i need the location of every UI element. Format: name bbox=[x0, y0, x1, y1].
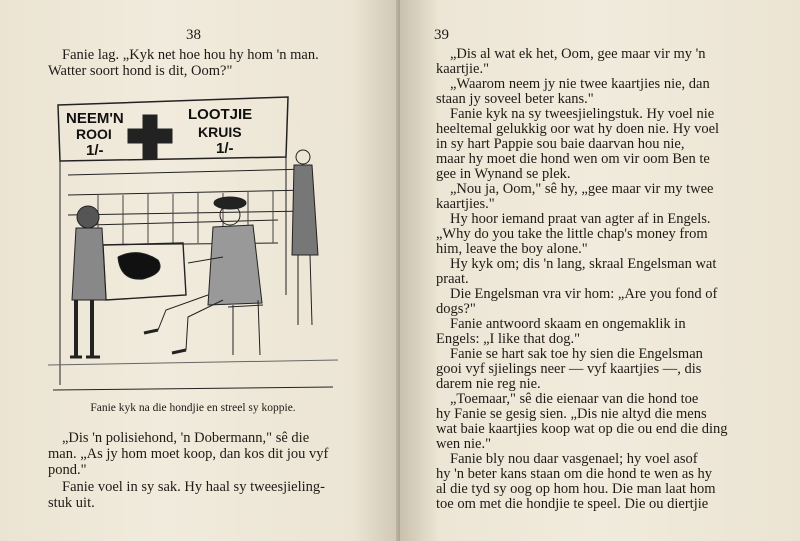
text-line: „Dis 'n polisiehond, 'n Dobermann," sê die bbox=[62, 430, 310, 446]
right-text bbox=[436, 47, 776, 512]
text-line: Hy kyk om; dis 'n lang, skraal Engelsman wat bbox=[450, 256, 717, 272]
text-line: al die tyd sy oog op hom hou. Die man laat hom bbox=[436, 481, 716, 497]
banner-text: 1/- bbox=[86, 142, 104, 159]
text-line: „Nou ja, Oom," sê hy, „gee maar vir my twee bbox=[450, 181, 714, 197]
banner-text: KRUIS bbox=[198, 124, 242, 140]
text-line: dogs?" bbox=[436, 301, 476, 317]
left-bottom-text bbox=[48, 430, 348, 511]
text-line: Die Engelsman vra vir hom: „Are you fond of bbox=[450, 286, 718, 302]
text-line: man. „As jy hom moet koop, dan kos dit jou vyf bbox=[48, 446, 329, 463]
boy-figure bbox=[77, 206, 99, 228]
text-line: kaartjies." bbox=[436, 196, 495, 212]
text-line: Engels: „I like that dog." bbox=[436, 331, 581, 347]
text-line: heeltemal gelukkig oor wat hy doen nie. Hy voel bbox=[436, 121, 720, 137]
text-line: gooi vyf sjielings neer — vyf kaartjies —, dis bbox=[436, 361, 702, 377]
banner-text: LOOTJIE bbox=[188, 106, 253, 123]
left-top-text bbox=[48, 47, 348, 79]
text-line: Fanie lag. „Kyk net hoe hou hy hom 'n man. bbox=[62, 47, 319, 63]
illustration bbox=[48, 95, 338, 395]
text-line: him, leave the boy alone." bbox=[436, 241, 588, 257]
text-line: darem nie reg nie. bbox=[436, 376, 541, 392]
text-line: Fanie antwoord skaam en ongemaklik in bbox=[450, 316, 686, 332]
text-line: Fanie bly nou daar vasgenael; hy voel asof bbox=[450, 451, 698, 467]
text-line: wat baie kaartjies koop wat op die ou end die ding bbox=[436, 421, 728, 437]
text-line: kaartjie." bbox=[436, 61, 490, 77]
text-line: pond." bbox=[48, 462, 87, 479]
banner-text: NEEM'N bbox=[66, 110, 124, 127]
text-line: gee in Wynand se plek. bbox=[436, 166, 571, 182]
text-line: „Why do you take the little chap's money from bbox=[436, 226, 708, 242]
bystander-figure bbox=[296, 150, 310, 164]
text-line: wen nie." bbox=[436, 436, 492, 452]
text-line: „Waarom neem jy nie twee kaartjies nie, dan bbox=[450, 76, 710, 92]
text-line: Hy hoor iemand praat van agter af in Engels. bbox=[450, 211, 711, 227]
text-line: Fanie voel in sy sak. Hy haal sy tweesjieling- bbox=[62, 478, 325, 495]
text-line: staan jy soveel beter kans." bbox=[436, 91, 594, 107]
dog-figure bbox=[118, 253, 160, 280]
page-number-left: 38 bbox=[186, 27, 201, 43]
man-figure bbox=[214, 197, 246, 209]
banner-text: 1/- bbox=[216, 140, 234, 157]
illustration-caption: Fanie kyk na die hondjie en streel sy koppie. bbox=[90, 402, 296, 414]
text-line: in sy hart Pappie sou baie daarvan hou nie, bbox=[436, 136, 685, 152]
text-line: praat. bbox=[436, 271, 469, 287]
text-line: stuk uit. bbox=[48, 494, 95, 511]
text-line: hy Fanie se gesig sien. „Dis nie altyd die mens bbox=[436, 406, 707, 422]
page-number-right: 39 bbox=[434, 27, 449, 43]
right-page bbox=[400, 0, 800, 541]
banner-text: ROOI bbox=[76, 126, 112, 142]
text-line: „Toemaar," sê die eienaar van die hond toe bbox=[450, 391, 699, 407]
text-line: Fanie kyk na sy tweesjielingstuk. Hy voel nie bbox=[450, 106, 715, 122]
text-line: hy 'n beter kans staan om die hond te wen as hy bbox=[436, 466, 713, 482]
text-line: Watter soort hond is dit, Oom?" bbox=[48, 63, 233, 80]
text-line: maar hy moet die hond wen om vir oom Ben te bbox=[436, 151, 710, 167]
text-line: Fanie se hart sak toe hy sien die Engelsman bbox=[450, 346, 703, 362]
text-line: toe om met die hondjie te speel. Die ou diertjie bbox=[436, 496, 709, 512]
text-line: „Dis al wat ek het, Oom, gee maar vir my 'n bbox=[450, 46, 706, 62]
